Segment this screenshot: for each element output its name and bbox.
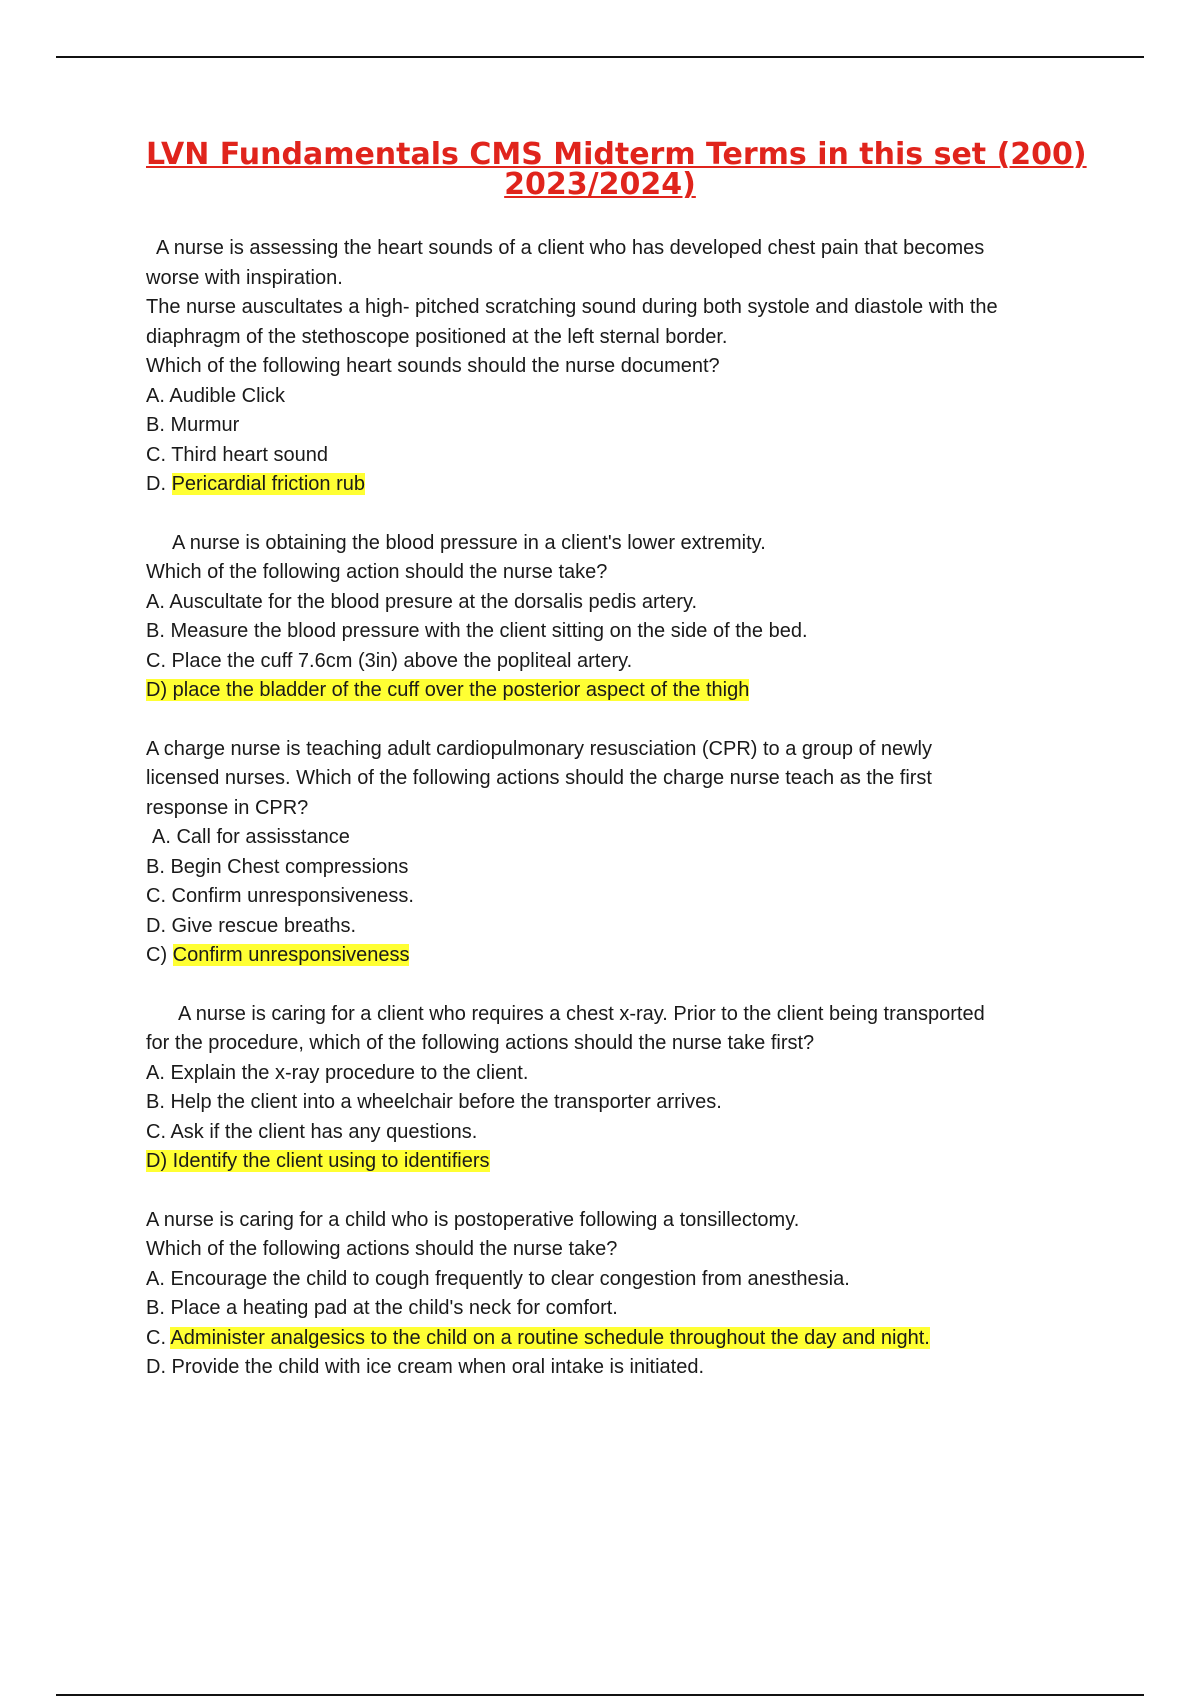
correct-answer xyxy=(146,941,1106,971)
question-1 xyxy=(146,234,1106,500)
question-5 xyxy=(146,1206,1106,1383)
correct-answer-highlight: D) Identify the client using to identifiers xyxy=(146,1150,490,1172)
correct-answer xyxy=(146,470,1106,500)
title-line-2: 2023/2024) xyxy=(504,167,696,202)
question-stem-line: A charge nurse is teaching adult cardiopulmonary resusciation (CPR) to a group of newly xyxy=(146,737,932,760)
answer-option: A. Call for assisstance xyxy=(152,826,350,848)
question-stem-line: A nurse is caring for a client who requires a chest x-ray. Prior to the client being transported xyxy=(178,1002,985,1025)
question-stem-line: diaphragm of the stethoscope positioned at the left sternal border. xyxy=(146,325,728,348)
question-4 xyxy=(146,1000,1106,1177)
answer-option: C. Third heart sound xyxy=(146,443,328,466)
question-stem-line: for the procedure, which of the following actions should the nurse take first? xyxy=(146,1032,815,1054)
title-line-1: LVN Fundamentals CMS Midterm Terms in this set (200) xyxy=(146,137,1087,172)
answer-option: B. Begin Chest compressions xyxy=(146,855,409,878)
header-rule xyxy=(56,56,1144,58)
answer-option: C. Place the cuff 7.6cm (3in) above the popliteal artery. xyxy=(146,649,633,672)
correct-answer-prefix: C) xyxy=(146,944,173,966)
answer-option: C. Confirm unresponsiveness. xyxy=(146,885,414,907)
correct-answer-prefix: D. xyxy=(146,473,172,495)
footer-rule xyxy=(56,1694,1144,1696)
question-list xyxy=(146,234,1106,1412)
question-2 xyxy=(146,529,1106,706)
answer-option: B. Place a heating pad at the child's neck for comfort. xyxy=(146,1297,618,1319)
correct-answer-highlight: D) place the bladder of the cuff over the posterior aspect of the thigh xyxy=(146,679,750,701)
answer-option: D. Provide the child with ice cream when oral intake is initiated. xyxy=(146,1356,705,1378)
question-stem-line: worse with inspiration. xyxy=(146,266,343,289)
answer-option: B. Help the client into a wheelchair before the transporter arrives. xyxy=(146,1091,722,1113)
answer-option: A. Explain the x-ray procedure to the client. xyxy=(146,1061,529,1084)
question-stem-line: Which of the following actions should the nurse take? xyxy=(146,1238,618,1260)
correct-answer xyxy=(146,1324,1106,1354)
question-stem-line: A nurse is assessing the heart sounds of a client who has developed chest pain that becomes xyxy=(156,237,985,259)
question-stem-line: Which of the following heart sounds should the nurse document? xyxy=(146,355,720,377)
correct-answer-highlight: Pericardial friction rub xyxy=(171,473,365,495)
correct-answer-highlight: Administer analgesics to the child on a routine schedule throughout the day and night. xyxy=(170,1326,930,1349)
answer-option: A. Audible Click xyxy=(146,384,285,407)
answer-option: B. Murmur xyxy=(146,414,240,436)
question-stem-line: licensed nurses. Which of the following actions should the charge nurse teach as the first xyxy=(146,767,932,789)
correct-answer xyxy=(146,676,1106,706)
document-title xyxy=(146,137,1087,202)
answer-option: A. Auscultate for the blood presure at the dorsalis pedis artery. xyxy=(146,590,698,613)
question-stem-line: The nurse auscultates a high- pitched scratching sound during both systole and diastole with the xyxy=(146,296,998,318)
question-stem-line: Which of the following action should the nurse take? xyxy=(146,561,608,583)
correct-answer-highlight: Confirm unresponsiveness xyxy=(172,944,410,966)
answer-option: C. Ask if the client has any questions. xyxy=(146,1120,478,1143)
answer-option: A. Encourage the child to cough frequently to clear congestion from anesthesia. xyxy=(146,1267,850,1290)
answer-option: B. Measure the blood pressure with the client sitting on the side of the bed. xyxy=(146,620,808,642)
question-stem-line: response in CPR? xyxy=(146,796,309,819)
answer-option: D. Give rescue breaths. xyxy=(146,914,357,937)
correct-answer xyxy=(146,1147,1106,1177)
question-3 xyxy=(146,735,1106,971)
correct-answer-prefix: C. xyxy=(146,1326,171,1349)
question-stem-line: A nurse is obtaining the blood pressure in a client's lower extremity. xyxy=(172,531,766,554)
question-stem-line: A nurse is caring for a child who is postoperative following a tonsillectomy. xyxy=(146,1208,800,1231)
